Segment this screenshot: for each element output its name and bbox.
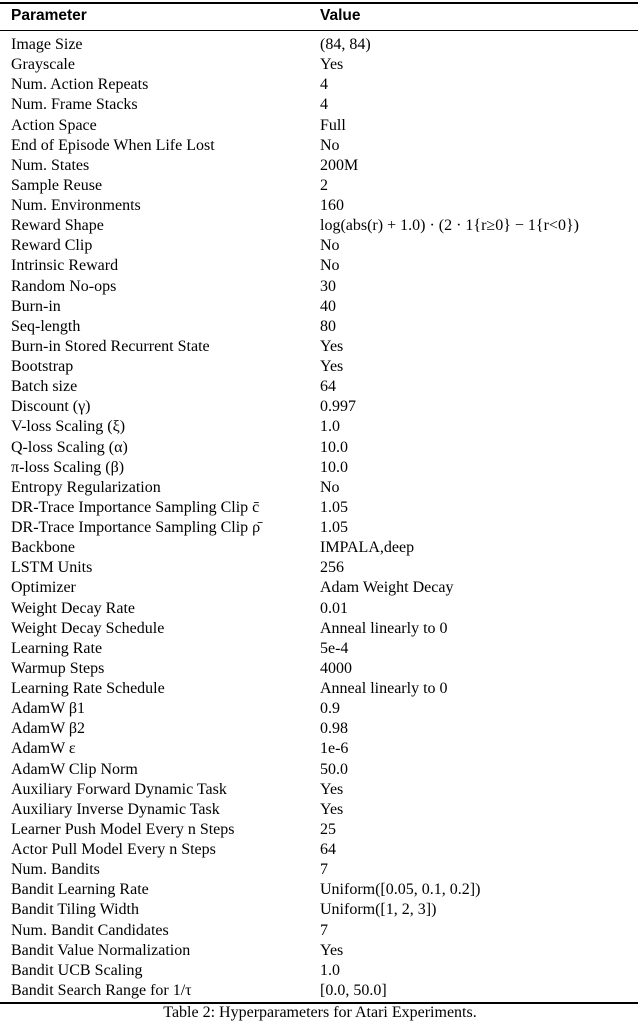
value-cell: 50.0 [320, 760, 348, 778]
parameter-cell: Sample Reuse [11, 176, 103, 194]
table-row [0, 35, 640, 55]
parameter-cell: Bandit Search Range for 1/τ [11, 981, 192, 999]
table-row [0, 196, 640, 216]
table-row [0, 599, 640, 619]
parameter-cell: End of Episode When Life Lost [11, 136, 215, 154]
value-cell: 0.01 [320, 599, 348, 617]
value-cell: Adam Weight Decay [320, 579, 454, 597]
parameter-cell: Burn-in Stored Recurrent State [11, 337, 210, 355]
table-row [0, 458, 640, 478]
table-row [0, 337, 640, 357]
value-cell: 30 [320, 277, 336, 295]
parameter-cell: Random No-ops [11, 277, 117, 295]
value-cell: 1e-6 [320, 740, 349, 758]
parameter-cell: AdamW β2 [11, 720, 86, 738]
value-cell: No [320, 136, 340, 154]
table-row [0, 518, 640, 538]
value-cell: 1.05 [320, 519, 348, 536]
parameter-cell: Bandit Value Normalization [11, 941, 191, 959]
parameter-cell: V-loss Scaling (ξ) [11, 418, 126, 436]
parameter-cell: DR-Trace Importance Sampling Clip c̄ [11, 498, 260, 516]
table-row [0, 297, 640, 317]
parameter-cell: AdamW Clip Norm [11, 760, 138, 778]
value-cell: 5e-4 [320, 639, 349, 657]
value-cell: Anneal linearly to 0 [320, 619, 448, 637]
table-row [0, 981, 640, 1001]
table-row [0, 538, 640, 558]
value-cell: 4000 [320, 659, 352, 677]
value-cell: Yes [320, 800, 344, 818]
parameter-cell: Auxiliary Inverse Dynamic Task [11, 800, 220, 818]
table-row [0, 116, 640, 136]
parameter-cell: Q-loss Scaling (α) [11, 438, 128, 456]
table-row [0, 558, 640, 578]
parameter-cell: Bandit Tiling Width [11, 901, 139, 919]
table-caption: Table 2: Hyperparameters for Atari Experiments. [163, 1004, 477, 1021]
table-row [0, 921, 640, 941]
table-row [0, 780, 640, 800]
value-cell: 80 [320, 317, 336, 335]
value-cell: Yes [320, 56, 344, 74]
table-row [0, 256, 640, 276]
parameter-cell: AdamW β1 [11, 700, 86, 718]
table-row [0, 679, 640, 699]
parameter-cell: Bandit Learning Rate [11, 881, 149, 899]
parameter-cell: Intrinsic Reward [11, 257, 119, 275]
table-row [0, 941, 640, 961]
table-row [0, 760, 640, 780]
table-row [0, 900, 640, 920]
value-cell: 160 [320, 197, 344, 214]
parameter-cell: Backbone [11, 539, 75, 557]
value-cell: Uniform([1, 2, 3]) [320, 901, 437, 919]
value-cell: log(abs(r) + 1.0) · (2 · 1{r≥0} − 1{r<0}) [320, 217, 579, 235]
value-cell: Yes [320, 358, 344, 375]
table-row [0, 860, 640, 880]
value-cell: 7 [320, 921, 328, 939]
parameter-cell: Optimizer [11, 579, 76, 597]
table-row [0, 417, 640, 437]
value-cell: No [320, 237, 340, 255]
header-parameter: Parameter [11, 7, 87, 24]
parameter-cell: Bandit UCB Scaling [11, 961, 143, 979]
value-cell: 1.05 [320, 498, 348, 516]
table-body [0, 35, 640, 1001]
parameter-cell: Burn-in [11, 297, 61, 315]
value-cell: 0.9 [320, 700, 340, 718]
value-cell: Full [320, 116, 346, 134]
parameter-cell: Reward Clip [11, 237, 93, 255]
value-cell: 4 [320, 76, 328, 94]
value-cell: 2 [320, 176, 328, 194]
parameter-cell: Num. Frame Stacks [11, 96, 138, 114]
table-header [0, 5, 640, 27]
table-row [0, 438, 640, 458]
parameter-cell: Actor Pull Model Every n Steps [11, 841, 216, 858]
table-row [0, 800, 640, 820]
table-row [0, 176, 640, 196]
parameter-cell: Num. Bandit Candidates [11, 921, 169, 939]
parameter-cell: AdamW ε [11, 740, 76, 758]
table-row [0, 397, 640, 417]
parameter-cell: Num. Action Repeats [11, 76, 149, 94]
table-row [0, 880, 640, 900]
table-row [0, 719, 640, 739]
value-cell: 0.997 [320, 398, 356, 416]
parameter-cell: Learner Push Model Every n Steps [11, 820, 235, 838]
table-row [0, 55, 640, 75]
parameter-cell: Grayscale [11, 56, 75, 74]
parameter-cell: Num. States [11, 156, 90, 174]
value-cell: 1.0 [320, 418, 340, 436]
parameter-cell: Auxiliary Forward Dynamic Task [11, 780, 227, 798]
value-cell: No [320, 257, 340, 275]
parameter-cell: Seq-length [11, 317, 81, 335]
table-header-rule [0, 30, 638, 31]
header-value: Value [320, 7, 361, 24]
value-cell: 256 [320, 559, 344, 577]
parameter-cell: Entropy Regularization [11, 478, 161, 496]
parameter-cell: Discount (γ) [11, 398, 91, 416]
table-row [0, 377, 640, 397]
parameter-cell: Batch size [11, 378, 78, 396]
value-cell: (84, 84) [320, 36, 371, 53]
parameter-cell: Learning Rate [11, 639, 103, 657]
value-cell: Uniform([0.05, 0.1, 0.2]) [320, 881, 481, 899]
value-cell: 10.0 [320, 458, 348, 476]
table-row [0, 498, 640, 518]
table-row [0, 619, 640, 639]
value-cell: 64 [320, 378, 336, 396]
value-cell: IMPALA,deep [320, 539, 415, 557]
table-row [0, 840, 640, 860]
table-row [0, 75, 640, 95]
table-row [0, 578, 640, 598]
table-row [0, 156, 640, 176]
value-cell: [0.0, 50.0] [320, 981, 387, 999]
parameter-cell: Num. Bandits [11, 861, 100, 879]
table-row [0, 136, 640, 156]
table-row [0, 739, 640, 759]
table-row [0, 659, 640, 679]
parameter-cell: Warmup Steps [11, 659, 105, 677]
parameter-cell: DR-Trace Importance Sampling Clip ρ̄ [11, 519, 261, 536]
table-row [0, 216, 640, 236]
parameter-cell: Num. Environments [11, 197, 141, 214]
value-cell: Yes [320, 337, 344, 355]
value-cell: Yes [320, 941, 344, 959]
value-cell: Anneal linearly to 0 [320, 680, 448, 697]
value-cell: 1.0 [320, 961, 340, 979]
table-row [0, 699, 640, 719]
parameter-cell: Image Size [11, 36, 83, 53]
value-cell: Yes [320, 780, 344, 798]
parameter-cell: LSTM Units [11, 559, 93, 577]
parameter-cell: Reward Shape [11, 217, 104, 235]
value-cell: 4 [320, 96, 328, 114]
table-row [0, 639, 640, 659]
table-row [0, 478, 640, 498]
table-row [0, 95, 640, 115]
table-top-rule [0, 2, 638, 4]
parameter-cell: Bootstrap [11, 358, 74, 375]
value-cell: 64 [320, 841, 336, 858]
value-cell: No [320, 478, 340, 496]
table-row [0, 357, 640, 377]
value-cell: 40 [320, 297, 336, 315]
value-cell: 10.0 [320, 438, 348, 456]
parameter-cell: Learning Rate Schedule [11, 680, 165, 697]
value-cell: 7 [320, 861, 328, 879]
table-row [0, 317, 640, 337]
parameter-cell: Action Space [11, 116, 97, 134]
table-row [0, 961, 640, 981]
table-row [0, 236, 640, 256]
table-row [0, 820, 640, 840]
parameter-cell: π-loss Scaling (β) [11, 458, 125, 476]
table-row [0, 277, 640, 297]
value-cell: 25 [320, 820, 336, 838]
parameter-cell: Weight Decay Rate [11, 599, 135, 617]
value-cell: 0.98 [320, 720, 348, 738]
parameter-cell: Weight Decay Schedule [11, 619, 165, 637]
value-cell: 200M [320, 156, 359, 174]
